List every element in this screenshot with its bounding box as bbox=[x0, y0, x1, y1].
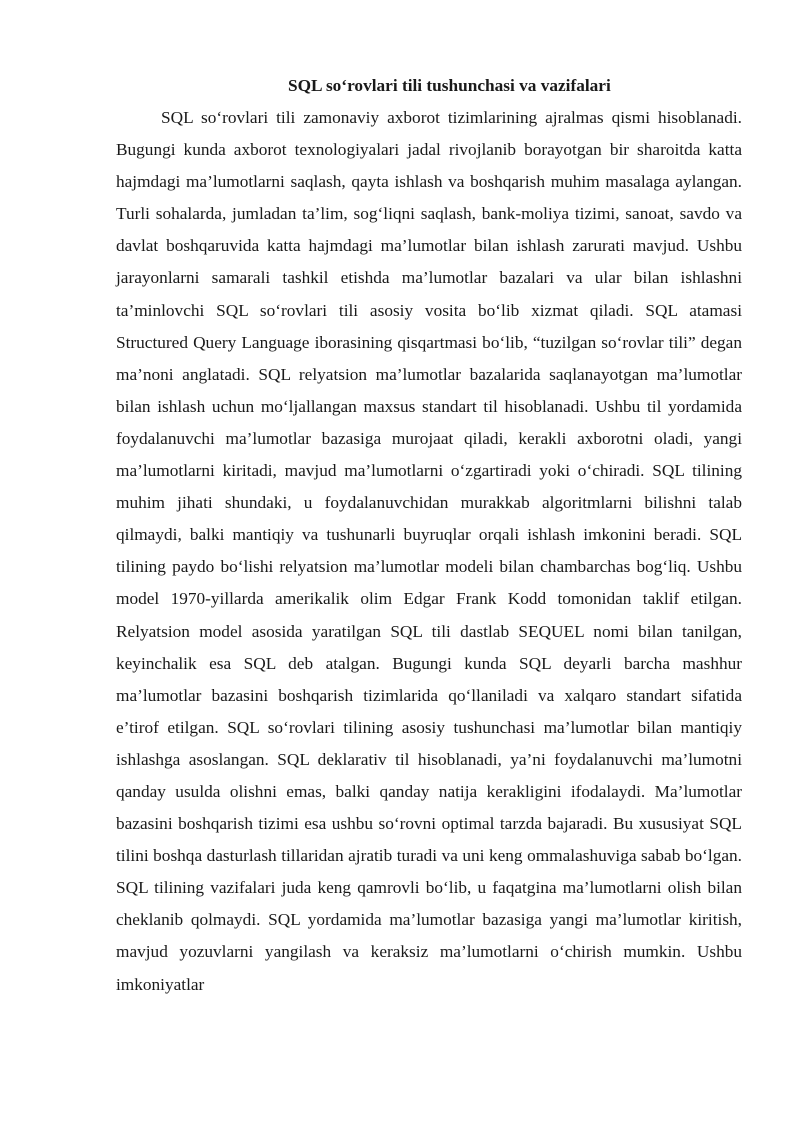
document-title: SQL so‘rovlari tili tushunchasi va vazifalari bbox=[288, 76, 611, 95]
document-page bbox=[116, 70, 742, 1001]
body-paragraph: SQL so‘rovlari tili zamonaviy axborot tizimlarining ajralmas qismi hisoblanadi. Bugungi kunda axborot texnologiyalari jadal rivojlanib borayotgan bir sharoitda katta hajmdagi ma’lumotlarni saqlash, qayta ishlash va boshqarish muhim masalaga aylangan. Turli sohalarda, jumladan ta’lim, sog‘liqni saqlash, bank-moliya tizimi, sanoat, savdo va davlat boshqaruvida katta hajmdagi ma’lumotlar bilan ishlash zarurati mavjud. Ushbu jarayonlarni samarali tashkil etishda ma’lumotlar bazalari va ular bilan ishlashni ta’minlovchi SQL so‘rovlari tili asosiy vosita bo‘lib xizmat qiladi. SQL atamasi Structured Query Language iborasining qisqartmasi bo‘lib, “tuzilgan so‘rovlar tili” degan ma’noni anglatadi. SQL relyatsion ma’lumotlar bazalarida saqlanayotgan ma’lumotlar bilan ishlash uchun mo‘ljallangan maxsus standart til hisoblanadi. Ushbu til yordamida foydalanuvchi ma’lumotlar bazasiga murojaat qiladi, kerakli axborotni oladi, yangi ma’lumotlarni kiritadi, mavjud ma’lumotlarni o‘zgartiradi yoki o‘chiradi. SQL tilining muhim jihati shundaki, u foydalanuvchidan murakkab algoritmlarni bilishni talab qilmaydi, balki mantiqiy va tushunarli buyruqlar orqali ishlash imkonini beradi. SQL tilining paydo bo‘lishi relyatsion ma’lumotlar modeli bilan chambarchas bog‘liq. Ushbu model 1970-yillarda amerikalik olim Edgar Frank Kodd tomonidan taklif etilgan. Relyatsion model asosida yaratilgan SQL tili dastlab SEQUEL nomi bilan tanilgan, keyinchalik esa SQL deb atalgan. Bugungi kunda SQL deyarli barcha mashhur ma’lumotlar bazasini boshqarish tizimlarida qo‘llaniladi va xalqaro standart sifatida e’tirof etilgan. SQL so‘rovlari tilining asosiy tushunchasi ma’lumotlar bilan mantiqiy ishlashga asoslangan. SQL deklarativ til hisoblanadi, ya’ni foydalanuvchi ma’lumotni qanday usulda olishni emas, balki qanday natija kerakligini ifodalaydi. Ma’lumotlar bazasini boshqarish tizimi esa ushbu so‘rovni optimal tarzda bajaradi. Bu xususiyat SQL tilini boshqa dasturlash tillaridan ajratib turadi va uni keng ommalashuviga sabab bo‘lgan. SQL tilining vazifalari juda keng qamrovli bo‘lib, u faqatgina ma’lumotlarni olish bilan cheklanib qolmaydi. SQL yordamida ma’lumotlar bazasiga yangi ma’lumotlar kiritish, mavjud yozuvlarni yangilash va keraksiz ma’lumotlarni o‘chirish mumkin. Ushbu imkoniyatlar bbox=[116, 108, 742, 994]
